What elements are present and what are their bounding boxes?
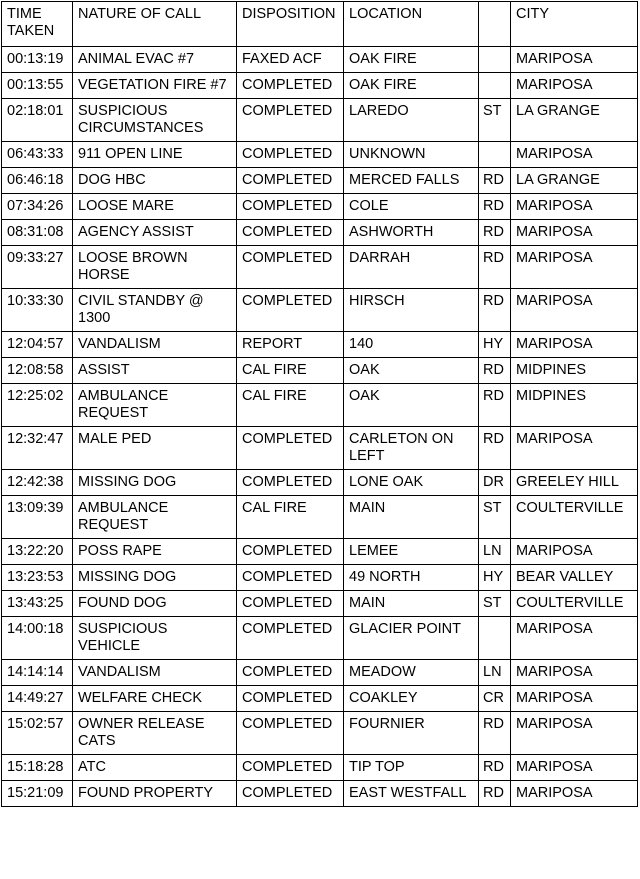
disposition-cell: COMPLETED <box>237 73 344 99</box>
location-cell: OAK FIRE <box>344 47 479 73</box>
time-cell: 13:43:25 <box>2 591 73 617</box>
location-cell: GLACIER POINT <box>344 617 479 660</box>
nature-cell: OWNER RELEASE CATS <box>73 712 237 755</box>
time-cell: 14:14:14 <box>2 660 73 686</box>
table-row <box>2 496 638 539</box>
nature-cell: MISSING DOG <box>73 470 237 496</box>
time-cell: 12:04:57 <box>2 332 73 358</box>
table-row <box>2 660 638 686</box>
city-cell: MARIPOSA <box>511 73 638 99</box>
location-cell: COAKLEY <box>344 686 479 712</box>
disposition-cell: COMPLETED <box>237 781 344 807</box>
street-suffix-cell <box>479 617 511 660</box>
disposition-cell: CAL FIRE <box>237 384 344 427</box>
street-suffix-cell: RD <box>479 427 511 470</box>
nature-cell: LOOSE BROWN HORSE <box>73 246 237 289</box>
nature-cell: WELFARE CHECK <box>73 686 237 712</box>
time-cell: 12:42:38 <box>2 470 73 496</box>
time-cell: 14:00:18 <box>2 617 73 660</box>
disposition-cell: COMPLETED <box>237 755 344 781</box>
city-cell: GREELEY HILL <box>511 470 638 496</box>
disposition-cell: REPORT <box>237 332 344 358</box>
table-row <box>2 470 638 496</box>
street-suffix-cell: ST <box>479 496 511 539</box>
table-row <box>2 565 638 591</box>
table-row <box>2 539 638 565</box>
nature-cell: MALE PED <box>73 427 237 470</box>
disposition-cell: COMPLETED <box>237 686 344 712</box>
location-cell: TIP TOP <box>344 755 479 781</box>
time-cell: 02:18:01 <box>2 99 73 142</box>
time-cell: 13:23:53 <box>2 565 73 591</box>
street-suffix-cell: RD <box>479 384 511 427</box>
nature-cell: AMBULANCE REQUEST <box>73 496 237 539</box>
disposition-cell: COMPLETED <box>237 142 344 168</box>
location-cell: FOURNIER <box>344 712 479 755</box>
time-cell: 13:22:20 <box>2 539 73 565</box>
time-cell: 13:09:39 <box>2 496 73 539</box>
street-suffix-cell: ST <box>479 99 511 142</box>
location-cell: HIRSCH <box>344 289 479 332</box>
location-cell: 49 NORTH <box>344 565 479 591</box>
disposition-cell: COMPLETED <box>237 220 344 246</box>
city-cell: BEAR VALLEY <box>511 565 638 591</box>
time-cell: 14:49:27 <box>2 686 73 712</box>
time-cell: 12:25:02 <box>2 384 73 427</box>
nature-cell: FOUND PROPERTY <box>73 781 237 807</box>
location-cell: OAK <box>344 358 479 384</box>
header-city: CITY <box>511 2 638 47</box>
street-suffix-cell: DR <box>479 470 511 496</box>
header-nature-of-call: NATURE OF CALL <box>73 2 237 47</box>
city-cell: MIDPINES <box>511 384 638 427</box>
street-suffix-cell: ST <box>479 591 511 617</box>
street-suffix-cell: LN <box>479 660 511 686</box>
city-cell: MARIPOSA <box>511 246 638 289</box>
nature-cell: ATC <box>73 755 237 781</box>
table-row <box>2 99 638 142</box>
location-cell: OAK FIRE <box>344 73 479 99</box>
location-cell: 140 <box>344 332 479 358</box>
header-disposition: DISPOSITION <box>237 2 344 47</box>
call-log-table <box>1 1 638 807</box>
street-suffix-cell: LN <box>479 539 511 565</box>
nature-cell: MISSING DOG <box>73 565 237 591</box>
time-cell: 06:43:33 <box>2 142 73 168</box>
nature-cell: 911 OPEN LINE <box>73 142 237 168</box>
location-cell: COLE <box>344 194 479 220</box>
disposition-cell: COMPLETED <box>237 591 344 617</box>
table-row <box>2 220 638 246</box>
call-log-body <box>2 47 638 807</box>
time-cell: 15:18:28 <box>2 755 73 781</box>
location-cell: UNKNOWN <box>344 142 479 168</box>
street-suffix-cell: RD <box>479 220 511 246</box>
time-cell: 12:08:58 <box>2 358 73 384</box>
city-cell: MIDPINES <box>511 358 638 384</box>
location-cell: LEMEE <box>344 539 479 565</box>
city-cell: COULTERVILLE <box>511 496 638 539</box>
city-cell: MARIPOSA <box>511 332 638 358</box>
table-row <box>2 168 638 194</box>
time-cell: 06:46:18 <box>2 168 73 194</box>
street-suffix-cell: RD <box>479 246 511 289</box>
location-cell: ASHWORTH <box>344 220 479 246</box>
city-cell: MARIPOSA <box>511 427 638 470</box>
table-row <box>2 358 638 384</box>
disposition-cell: CAL FIRE <box>237 496 344 539</box>
table-row <box>2 142 638 168</box>
disposition-cell: COMPLETED <box>237 99 344 142</box>
time-cell: 15:02:57 <box>2 712 73 755</box>
city-cell: MARIPOSA <box>511 194 638 220</box>
city-cell: MARIPOSA <box>511 539 638 565</box>
location-cell: DARRAH <box>344 246 479 289</box>
location-cell: LONE OAK <box>344 470 479 496</box>
nature-cell: POSS RAPE <box>73 539 237 565</box>
city-cell: MARIPOSA <box>511 220 638 246</box>
disposition-cell: COMPLETED <box>237 712 344 755</box>
disposition-cell: COMPLETED <box>237 565 344 591</box>
table-row <box>2 427 638 470</box>
disposition-cell: COMPLETED <box>237 289 344 332</box>
table-row <box>2 384 638 427</box>
disposition-cell: COMPLETED <box>237 539 344 565</box>
street-suffix-cell <box>479 73 511 99</box>
time-cell: 12:32:47 <box>2 427 73 470</box>
disposition-cell: COMPLETED <box>237 194 344 220</box>
nature-cell: DOG HBC <box>73 168 237 194</box>
time-cell: 00:13:55 <box>2 73 73 99</box>
city-cell: MARIPOSA <box>511 289 638 332</box>
nature-cell: VANDALISM <box>73 660 237 686</box>
location-cell: OAK <box>344 384 479 427</box>
city-cell: MARIPOSA <box>511 686 638 712</box>
city-cell: LA GRANGE <box>511 168 638 194</box>
city-cell: MARIPOSA <box>511 142 638 168</box>
nature-cell: SUSPICIOUS CIRCUMSTANCES <box>73 99 237 142</box>
street-suffix-cell: RD <box>479 289 511 332</box>
header-street-suffix <box>479 2 511 47</box>
street-suffix-cell: RD <box>479 168 511 194</box>
street-suffix-cell: RD <box>479 712 511 755</box>
table-row <box>2 755 638 781</box>
header-location: LOCATION <box>344 2 479 47</box>
time-cell: 07:34:26 <box>2 194 73 220</box>
location-cell: MAIN <box>344 591 479 617</box>
nature-cell: LOOSE MARE <box>73 194 237 220</box>
table-row <box>2 47 638 73</box>
table-row <box>2 289 638 332</box>
disposition-cell: COMPLETED <box>237 660 344 686</box>
street-suffix-cell <box>479 47 511 73</box>
street-suffix-cell: HY <box>479 565 511 591</box>
city-cell: MARIPOSA <box>511 755 638 781</box>
time-cell: 00:13:19 <box>2 47 73 73</box>
nature-cell: AGENCY ASSIST <box>73 220 237 246</box>
header-row <box>2 2 638 47</box>
table-row <box>2 686 638 712</box>
table-row <box>2 332 638 358</box>
table-row <box>2 246 638 289</box>
table-row <box>2 781 638 807</box>
street-suffix-cell <box>479 142 511 168</box>
location-cell: MAIN <box>344 496 479 539</box>
nature-cell: SUSPICIOUS VEHICLE <box>73 617 237 660</box>
time-cell: 09:33:27 <box>2 246 73 289</box>
city-cell: MARIPOSA <box>511 712 638 755</box>
table-row <box>2 617 638 660</box>
disposition-cell: FAXED ACF <box>237 47 344 73</box>
street-suffix-cell: CR <box>479 686 511 712</box>
street-suffix-cell: HY <box>479 332 511 358</box>
disposition-cell: COMPLETED <box>237 168 344 194</box>
location-cell: CARLETON ON LEFT <box>344 427 479 470</box>
disposition-cell: COMPLETED <box>237 470 344 496</box>
street-suffix-cell: RD <box>479 755 511 781</box>
street-suffix-cell: RD <box>479 781 511 807</box>
city-cell: COULTERVILLE <box>511 591 638 617</box>
table-row <box>2 194 638 220</box>
street-suffix-cell: RD <box>479 358 511 384</box>
city-cell: MARIPOSA <box>511 781 638 807</box>
nature-cell: ASSIST <box>73 358 237 384</box>
table-row <box>2 712 638 755</box>
nature-cell: AMBULANCE REQUEST <box>73 384 237 427</box>
table-row <box>2 591 638 617</box>
disposition-cell: COMPLETED <box>237 246 344 289</box>
nature-cell: VEGETATION FIRE #7 <box>73 73 237 99</box>
table-row <box>2 73 638 99</box>
header-time-taken: TIME TAKEN <box>2 2 73 47</box>
nature-cell: ANIMAL EVAC #7 <box>73 47 237 73</box>
nature-cell: CIVIL STANDBY @ 1300 <box>73 289 237 332</box>
location-cell: EAST WESTFALL <box>344 781 479 807</box>
nature-cell: FOUND DOG <box>73 591 237 617</box>
nature-cell: VANDALISM <box>73 332 237 358</box>
time-cell: 10:33:30 <box>2 289 73 332</box>
city-cell: LA GRANGE <box>511 99 638 142</box>
time-cell: 08:31:08 <box>2 220 73 246</box>
disposition-cell: COMPLETED <box>237 427 344 470</box>
disposition-cell: COMPLETED <box>237 617 344 660</box>
location-cell: MEADOW <box>344 660 479 686</box>
location-cell: LAREDO <box>344 99 479 142</box>
street-suffix-cell: RD <box>479 194 511 220</box>
time-cell: 15:21:09 <box>2 781 73 807</box>
location-cell: MERCED FALLS <box>344 168 479 194</box>
disposition-cell: CAL FIRE <box>237 358 344 384</box>
city-cell: MARIPOSA <box>511 47 638 73</box>
city-cell: MARIPOSA <box>511 660 638 686</box>
city-cell: MARIPOSA <box>511 617 638 660</box>
